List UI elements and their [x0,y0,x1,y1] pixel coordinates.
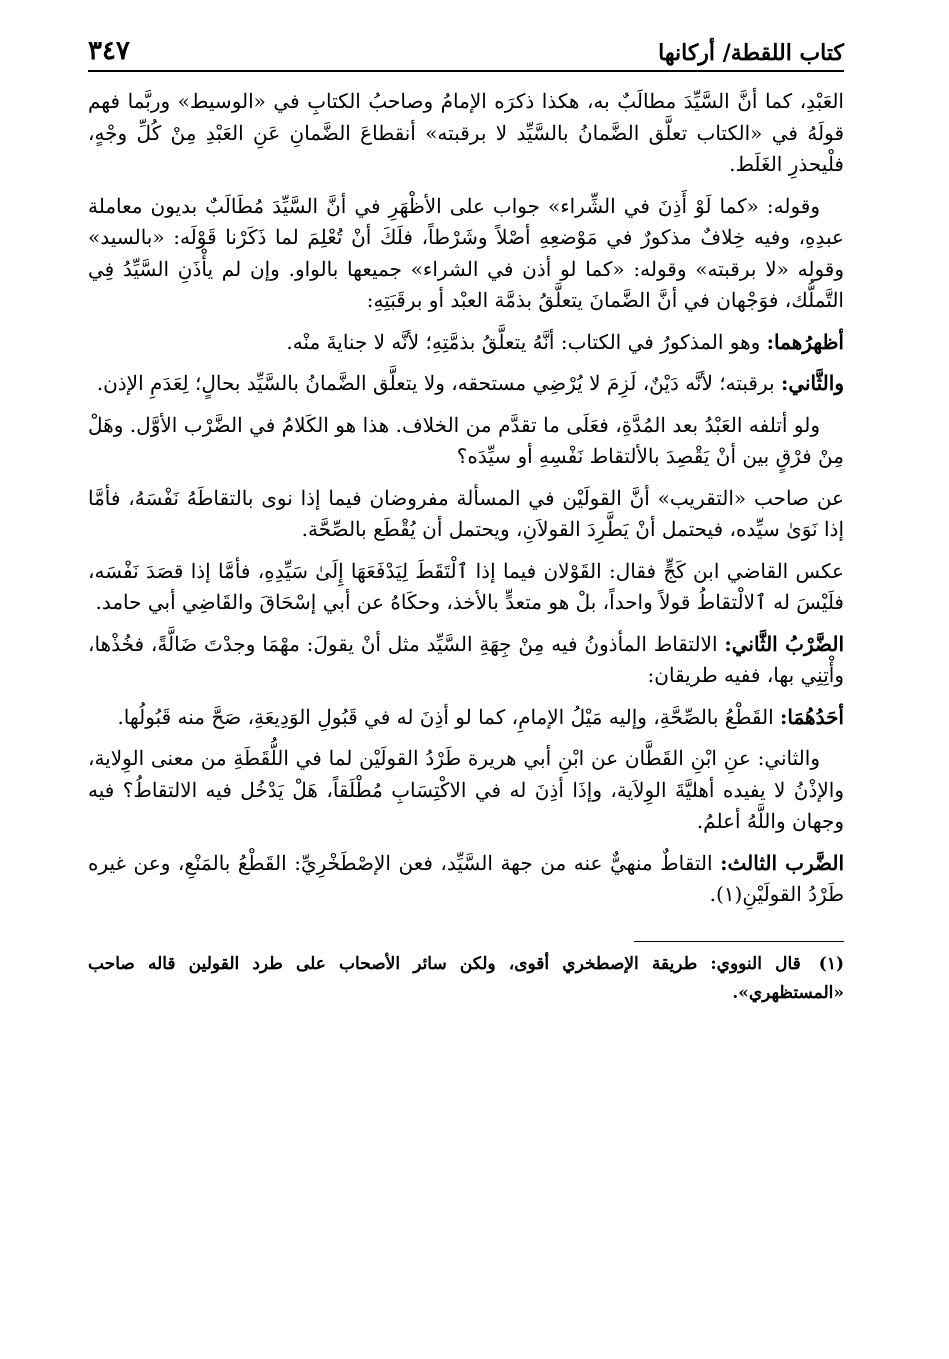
footnote-text: قال النووي: طريقة الإصطخري أقوى، ولكن سائر الأصحاب على طرد القولين قاله صاحب «المستظهري». [88,953,844,1003]
main-text [88,86,844,911]
paragraph [88,191,844,317]
footnote-divider [634,941,844,942]
paragraph-text: العَبْدِ، كما أنَّ السَّيِّدَ مطالَبٌ به، هكذا ذكرَه الإمامُ وصاحبُ الكتابِ في «الوسيط» وربَّما فهم قولَهُ في «الكتاب تعلَّق الضَّمانُ بالسَّيِّد لا برقبته» أنقطاعَ الضَّمانِ عَنِ العَبْدِ مِنْ كُلِّ وجْهٍ، فلْيحذرِ الغَلَط. [88,89,844,176]
paragraph-text: وقوله: «كما لَوْ أَذِنَ في الشِّراء» جواب على الأظْهَرِ في أنَّ السَّيِّدَ مُطَالَبٌ بديون معاملة عبدِهِ، وفيه خِلافٌ مذكورٌ في مَوْضعِهِ أصْلاً وشَرْطاً، فلَكَ أنْ تُعْلِمَ لما ذَكَرْنا قَوْلَه: «بالسيد» وقوله «لا برقبته» وقوله: «كما لو أذن في الشراء» جميعها بالواو. وإن لم يأْذَنِ السَّيِّدُ فِي التَّملُّك، فوَجْهان في أنَّ الضَّمانَ يتعلَّقُ بذمَّة العبْد أو برقَبَتِهِ: [88,193,844,312]
paragraph [88,556,844,619]
paragraph [88,702,844,734]
page-header [88,26,844,72]
paragraph-text: الالتقاط المأذونُ فيه مِنْ جِهَةِ السَّيِّد مثل أنْ يقولَ: مهْمَا وجدْتَ ضَالَّةً، فخُذْها، وأْتِنِي بها، ففيه طريقان: [88,631,844,687]
paragraph-lead: أحَدُهُمَا: [779,704,844,729]
page-number: ٣٤٧ [88,36,130,66]
paragraph [88,368,844,400]
paragraph-lead: والثَّاني: [780,371,844,395]
paragraph [88,848,844,911]
paragraph-text: وهو المذكورُ في الكتاب: أنَّهُ يتعلَّقُ بذمَّتِهِ؛ لأنَّه لا جنايةَ منْه. [286,329,761,354]
book-page [88,26,844,1008]
paragraph-text: عن صاحب «التقريب» أنَّ القولَيْن في المسألة مفروضان فيما إذا نوى بالتقاطَهُ نَفْسَهُ، فأمَّا إذا نَوَىٰ سيِّده، فيحتمل أنْ يَطَّرِدَ القولاَنِ، ويحتمل أن يُقْطَع بالصِّحَّة. [88,485,844,541]
paragraph-text: عكس القاضي ابن كَجٍّ فقال: القَوْلان فيما إذا ٱلْتَقَطَ لِيَدْفَعَهَا إِلَىٰ سَيِّدِهِ، فأمَّا إذا قصَدَ نَفْسَه، فلَيْسَ له ٱلالْتقاطُ قولاً واحداً، بلْ هو متعدٍّ بالأخذ، وحكَاهُ عن أبي إسْحَاقَ والقَاضِي أبي حامد. [88,558,844,614]
footnote [88,950,844,1008]
paragraph [88,327,844,359]
paragraph-text: والثاني: عنِ ابْنِ القَطَّان عن ابْنِ أبي هريرة طَرْدُ القولَيْن لما في اللُّقَطَةِ من معنى الوِلاية، والإذْنُ لا يفيده أهليَّةَ الوِلاَية، وإذَا أذِنَ له في الاكْتِسَابِ مُطْلَقاً، هَلْ يَدْخُل فيه الالتقاطُ؟ فيه وجهان واللَّهُ أعلمُ. [88,746,844,833]
paragraph-lead: الضَّرْبُ الثَّاني: [724,631,845,656]
paragraph-lead: الضَّرب الثالث: [720,850,845,875]
running-title: كتاب اللقطة/ أركانها [658,40,844,66]
paragraph [88,483,844,546]
paragraph-text: القَطْعُ بالصِّحَّةِ، وإليه مَيْلُ الإمامِ، كما لو أذِنَ له في قَبُولِ الوَدِيعَةِ، صَحَّ منه قَبُولُها. [117,704,774,729]
footnote-number: (١) [818,953,844,974]
paragraph-text: ولو أتلفه العَبْدُ بعد المُدَّةِ، فعَلَى ما تقدَّم من الخلاف. هذا هو الكَلامُ في الضَّرْب الأوَّل. وهَلْ مِنْ فرْقٍ بين أنْ يَقْصِدَ بالألتقاط نَفْسِهِ أو سيِّدَه؟ [88,412,844,468]
paragraph-text: التقاطٌ منهيٌّ عنه من جهة السَّيِّد، فعن الإصْطَخْرِيِّ: القَطْعُ بالمَنْعِ، وعن غيره طَرْدُ القولَيْنِ(١). [88,850,844,906]
paragraph [88,743,844,838]
paragraph [88,410,844,473]
paragraph [88,86,844,181]
paragraph [88,629,844,692]
paragraph-text: برقبته؛ لأنَّه دَيْنٌ، لَزِمَ لا يُرْضِي مستحقه، ولا يتعلَّق الضَّمانُ بالسَّيِّد بحالٍ؛ لِعَدَمِ الإذن. [96,371,775,395]
paragraph-lead: أظهرُهما: [766,329,844,354]
